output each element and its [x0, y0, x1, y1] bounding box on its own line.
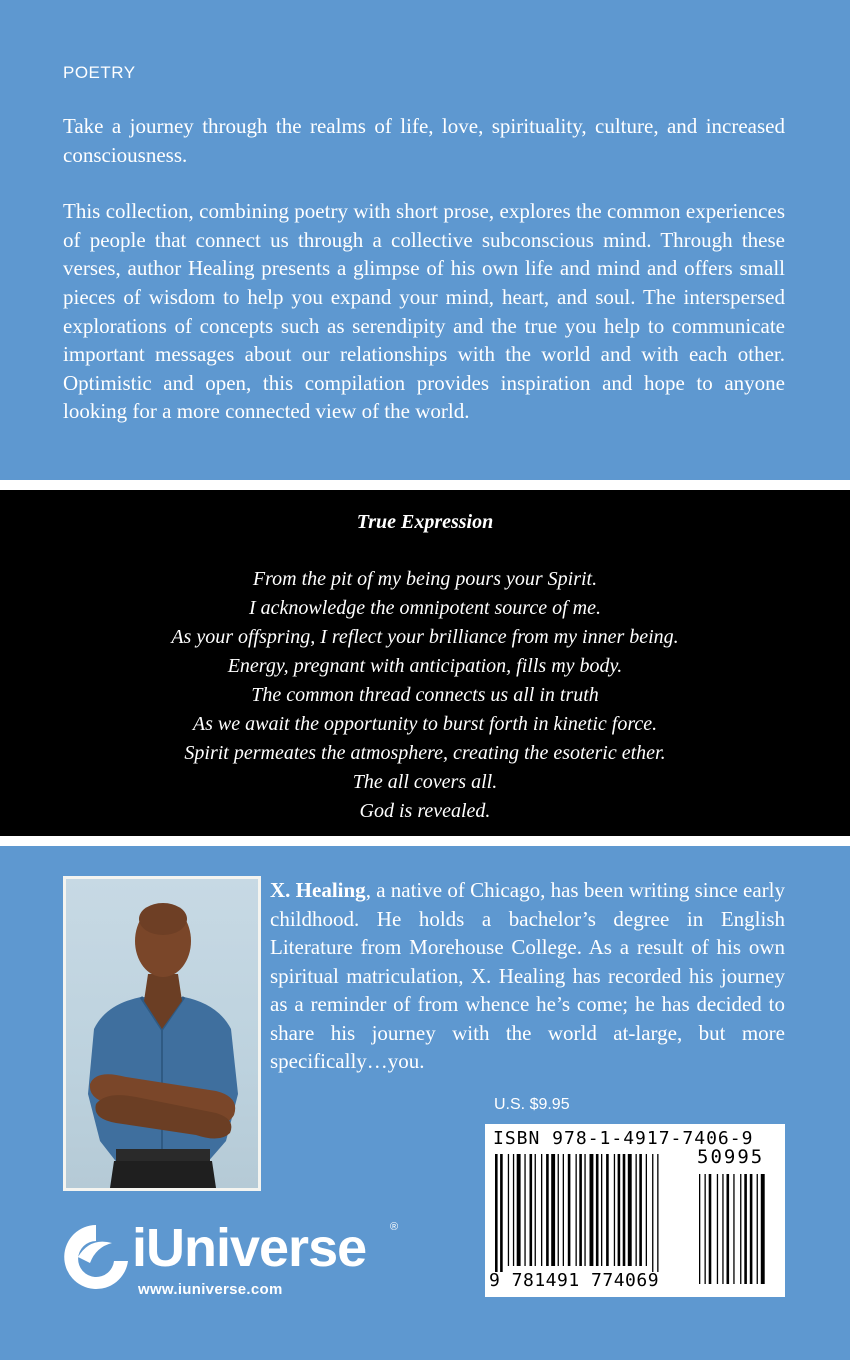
addon-bar: [709, 1174, 712, 1284]
barcode-bar: [568, 1154, 571, 1266]
barcode-bar: [601, 1154, 602, 1266]
addon-bar: [733, 1174, 734, 1284]
barcode-bar: [628, 1154, 632, 1266]
barcode-bar: [652, 1154, 653, 1272]
blurb-paragraph-1: Take a journey through the realms of life, love, spirituality, culture, and increased consciousness.: [63, 114, 785, 167]
poem-border-bottom: [0, 836, 850, 846]
barcode-bar: [530, 1154, 533, 1266]
blurb-paragraph-2: This collection, combining poetry with short prose, explores the common experiences of people that connect us through a collective subconscious mind. Through these verses, author Healing presents a glimpse of his own life and mind and offers small pieces of wisdom to help you expand your mind, heart, and soul. The interspersed explorations of concepts such as serendipity and the true you help to communicate important messages about our relationships with the world and with each other. Optimistic and open, this compilation provides inspiration and hope to anyone looking for a more connected view of the world.: [63, 199, 785, 424]
barcode-bar: [558, 1154, 559, 1266]
barcode-bar: [584, 1154, 585, 1266]
addon-bar: [727, 1174, 730, 1284]
barcode-bar: [495, 1154, 498, 1272]
barcode-bar: [508, 1154, 509, 1266]
publisher-name: iUniverse: [132, 1218, 367, 1278]
poem-line: From the pit of my being pours your Spirit.: [252, 568, 598, 590]
barcode-bar: [646, 1154, 647, 1266]
poem-line: As we await the opportunity to burst forth in kinetic force.: [192, 713, 658, 735]
poem-line: The common thread connects us all in truth: [251, 684, 599, 706]
price-code: 50995: [697, 1146, 765, 1168]
barcode-bar: [513, 1154, 514, 1266]
isbn-label: ISBN 978-1-4917-7406-9: [493, 1128, 754, 1149]
author-bio: [270, 876, 785, 1076]
barcode-bar: [524, 1154, 525, 1266]
iuniverse-swirl-icon: [60, 1217, 132, 1307]
publisher-url: www.iuniverse.com: [138, 1281, 283, 1298]
barcode-bar: [541, 1154, 542, 1266]
poem-line: Spirit permeates the atmosphere, creating the esoteric ether.: [184, 742, 666, 764]
addon-bar: [699, 1174, 700, 1284]
barcode-bar: [596, 1154, 599, 1266]
poem-title: True Expression: [356, 511, 494, 533]
barcode-bar: [563, 1154, 564, 1266]
price-label: U.S. $9.95: [494, 1096, 570, 1113]
poem-line: The all covers all.: [352, 771, 498, 793]
book-blurb: [63, 112, 785, 426]
author-photo: [63, 876, 261, 1191]
barcode-bar: [551, 1154, 555, 1266]
barcode-bar: [590, 1154, 594, 1266]
poem-line: Energy, pregnant with anticipation, fills my body.: [227, 655, 623, 677]
category-label: POETRY: [63, 63, 136, 82]
barcode-bar: [500, 1154, 503, 1272]
barcode-bar: [517, 1154, 521, 1266]
poem-line: God is revealed.: [359, 800, 491, 822]
author-portrait-illustration: [66, 879, 258, 1188]
addon-bar: [757, 1174, 758, 1284]
author-photo-image: [66, 879, 258, 1188]
addon-bar: [705, 1174, 706, 1284]
addon-bar: [740, 1174, 741, 1284]
addon-bar: [717, 1174, 718, 1284]
poem-line: I acknowledge the omnipotent source of me.: [249, 597, 601, 619]
barcode: [485, 1124, 785, 1297]
addon-bar: [761, 1174, 765, 1284]
barcode-bar: [579, 1154, 582, 1266]
poem-lines: [0, 565, 850, 826]
poem-border-top: [0, 480, 850, 490]
barcode-bar: [618, 1154, 621, 1266]
barcode-bar: [639, 1154, 642, 1266]
addon-bar: [750, 1174, 753, 1284]
barcode-bar: [606, 1154, 609, 1266]
addon-bar: [744, 1174, 747, 1284]
barcode-bar: [657, 1154, 658, 1272]
barcode-bar: [614, 1154, 615, 1266]
registered-mark: ®: [390, 1221, 399, 1233]
barcode-bar: [623, 1154, 626, 1266]
poem-panel: [0, 490, 850, 836]
author-name: X. Healing: [270, 878, 366, 902]
barcode-bar: [535, 1154, 536, 1266]
author-bio-text: , a native of Chicago, has been writing since early childhood. He holds a bachelor’s degree in English Literature from Morehouse College. As a result of his own spiritual matriculation, X. Healing has recorded his journey as a reminder of from whence he’s come; he has decided to share his journey with the world at-large, but more specifically…you.: [270, 878, 786, 1073]
barcode-bar: [576, 1154, 577, 1266]
addon-bar: [722, 1174, 723, 1284]
barcode-bar: [636, 1154, 637, 1266]
barcode-bar: [546, 1154, 549, 1266]
publisher-logo: [60, 1217, 420, 1307]
poem-line: As your offspring, I reflect your brilliance from my inner being.: [171, 626, 679, 648]
barcode-number: 9 781491 774069: [489, 1270, 660, 1291]
